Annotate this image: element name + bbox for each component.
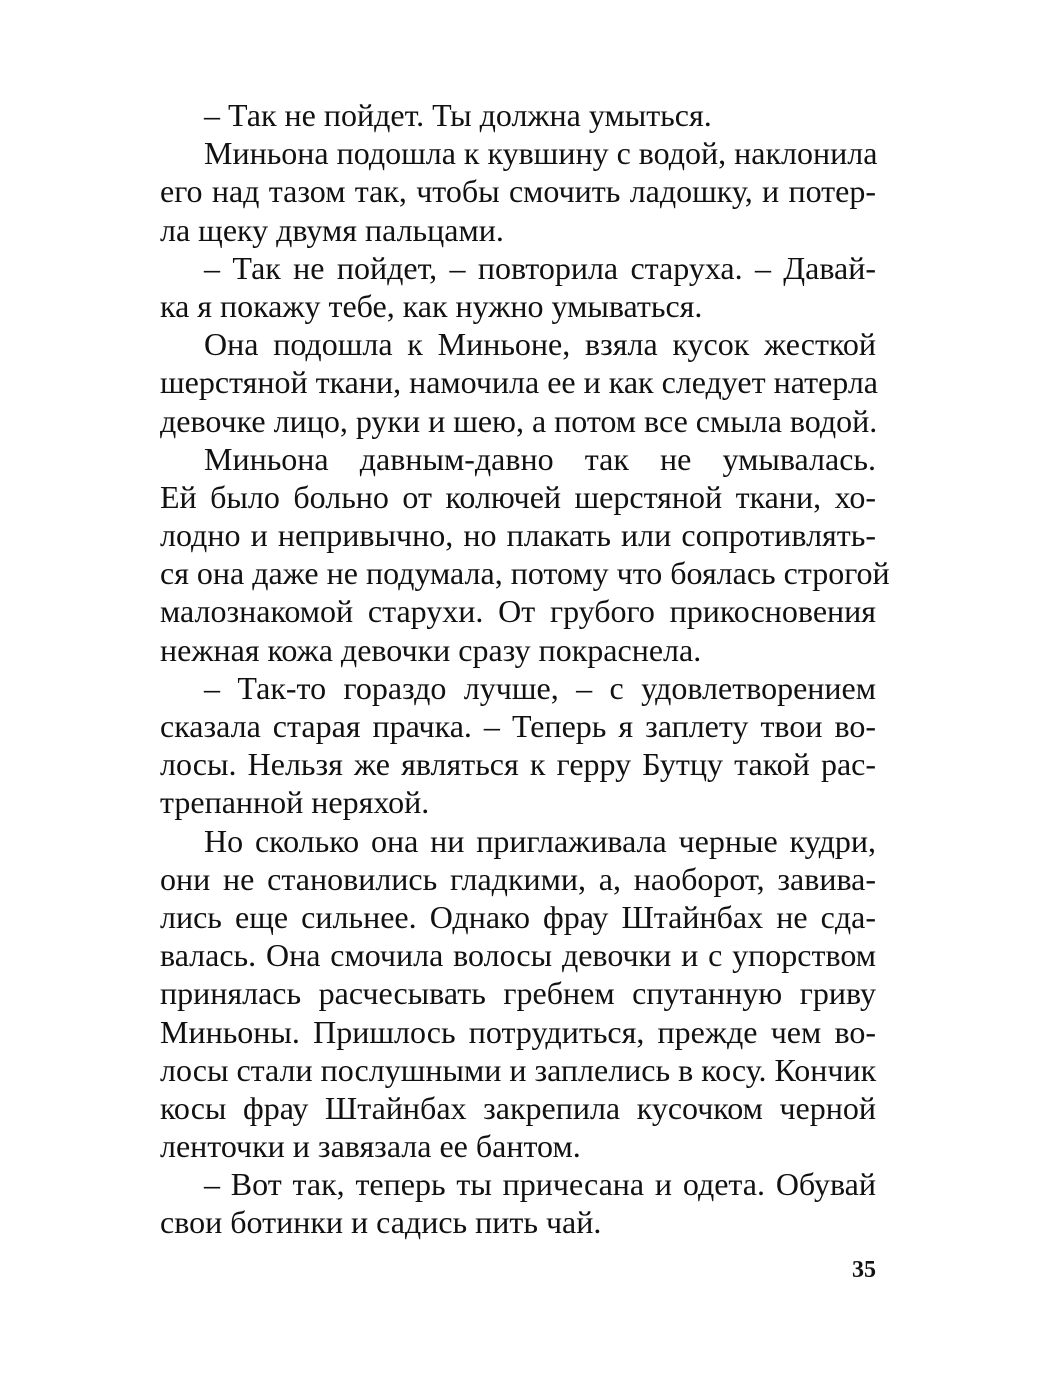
text-line: лодно и непривычно, но плакать или сопротивлять- <box>160 517 876 554</box>
text-line: косы фрау Штайнбах закрепила кусочком черной <box>160 1089 876 1126</box>
text-line: Миньоны. Пришлось потрудиться, прежде чем во- <box>160 1013 876 1050</box>
page-number: 35 <box>852 1257 876 1283</box>
text-line: – Вот так, теперь ты причесана и одета. Обувай <box>204 1166 876 1203</box>
text-line: Но сколько она ни приглаживала черные кудри, <box>204 822 876 859</box>
paragraph <box>160 822 876 1166</box>
text-line: – Так не пойдет, – повторила старуха. – Давай- <box>204 249 876 286</box>
text-line: лись еще сильнее. Однако фрау Штайнбах не сда- <box>160 898 876 935</box>
paragraph <box>160 1165 876 1241</box>
text-line: – Так-то гораздо лучше, – с удовлетворением <box>204 669 876 706</box>
text-line: валась. Она смочила волосы девочки и с упорством <box>160 937 876 974</box>
text-line: лосы. Нельзя же являться к герру Бутцу такой рас- <box>160 746 876 783</box>
body-text <box>160 96 890 1242</box>
text-line: – Так не пойдет. Ты должна умыться. <box>204 97 712 133</box>
paragraph <box>160 669 876 822</box>
text-line: Ей было больно от колючей шерстяной ткани, хо- <box>160 478 876 515</box>
text-line: сказала старая прачка. – Теперь я заплету твои во- <box>160 708 876 744</box>
paragraph <box>160 325 876 440</box>
paragraph <box>160 440 890 669</box>
text-line: свои ботинки и садись пить чай. <box>160 1204 602 1241</box>
text-line: ка я покажу тебе, как нужно умываться. <box>160 287 703 324</box>
text-line: девочке лицо, руки и шею, а потом все смыла водой. <box>160 402 878 439</box>
paragraph <box>160 249 876 325</box>
text-line: ла щеку двумя пальцами. <box>160 211 504 248</box>
paragraph <box>160 96 876 134</box>
text-line: ленточки и завязала ее бантом. <box>160 1128 581 1165</box>
text-line: трепанной неряхой. <box>160 784 430 821</box>
text-line: Миньона давным-давно так не умывалась. <box>204 440 876 477</box>
text-line: нежная кожа девочки сразу покраснела. <box>160 631 702 668</box>
text-line: они не становились гладкими, а, наоборот, завива- <box>160 860 876 897</box>
text-line: принялась расчесывать гребнем спутанную гриву <box>160 975 876 1012</box>
text-line: шерстяной ткани, намочила ее и как следует натерла <box>160 364 878 401</box>
paragraph <box>160 134 876 249</box>
text-line: малознакомой старухи. От грубого прикосновения <box>160 593 876 630</box>
text-line: лосы стали послушными и заплелись в косу. Кончик <box>160 1051 877 1088</box>
text-line: Она подошла к Миньоне, взяла кусок жесткой <box>204 326 876 363</box>
text-line: его над тазом так, чтобы смочить ладошку, и потер- <box>160 173 876 210</box>
text-line: ся она даже не подумала, потому что боялась строгой <box>160 555 890 592</box>
text-line: Миньона подошла к кувшину с водой, наклонила <box>204 135 878 172</box>
